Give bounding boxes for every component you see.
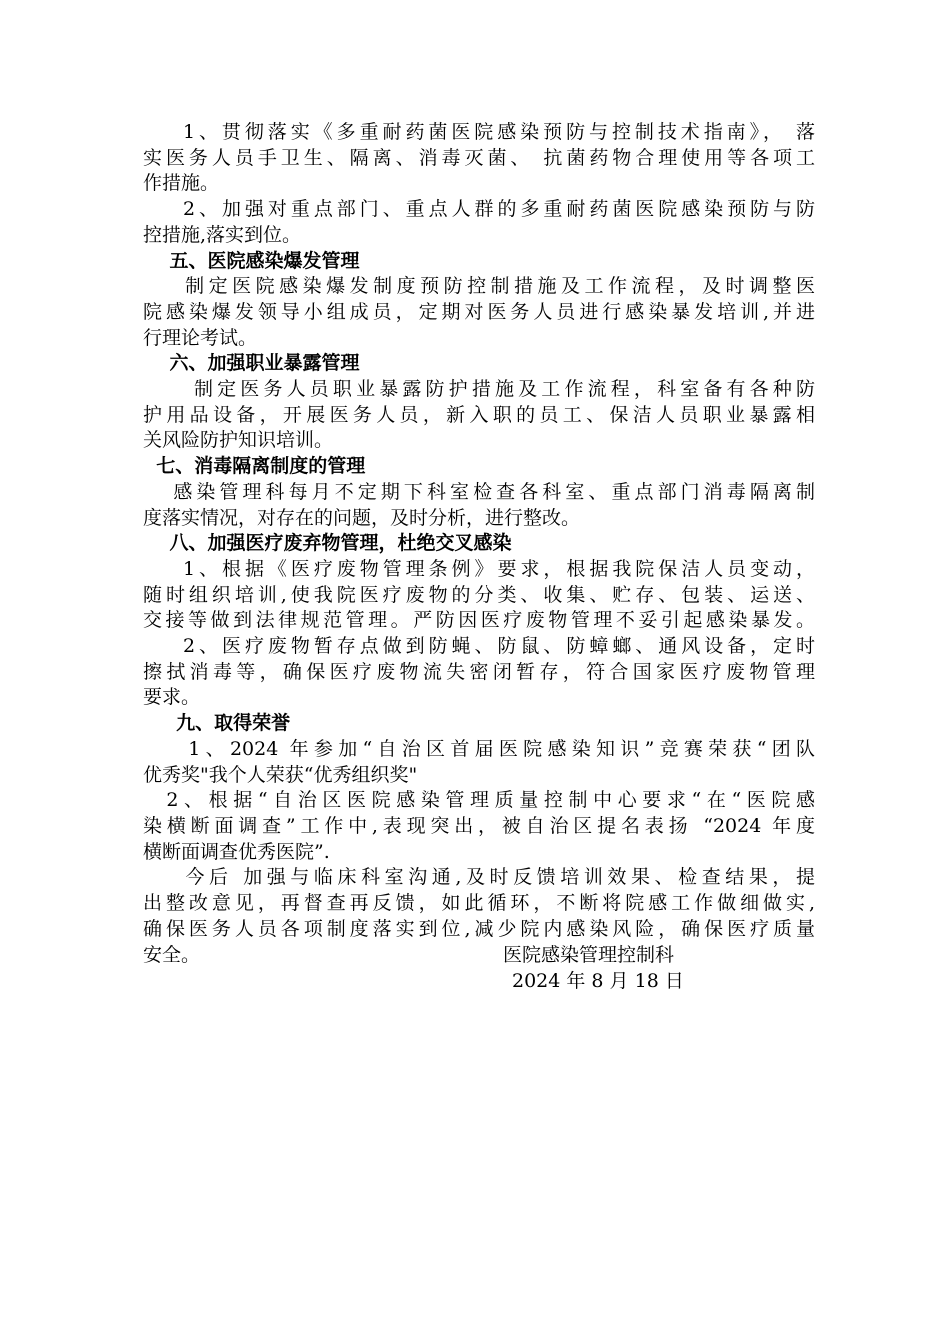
paragraph-line: 度落实情况，对存在的问题，及时分析，进行整改。 (143, 506, 581, 529)
document-body (143, 120, 815, 968)
paragraph-line: 作措施。 (143, 172, 220, 195)
paragraph-line: 今后 加强与临床科室沟通,及时反馈培训效果、检查结果，提 (143, 866, 815, 889)
paragraph-line: 制定医院感染爆发制度预防控制措施及工作流程，及时调整医 (143, 275, 815, 298)
paragraph-line: 2、加强对重点部门、重点人群的多重耐药菌医院感染预防与防 (143, 198, 815, 221)
paragraph-line: 院感染爆发领导小组成员，定期对医务人员进行感染暴发培训,并进 (143, 300, 815, 323)
paragraph-line: 要求。 (143, 686, 201, 709)
section-heading: 六、加强职业暴露管理 (143, 352, 360, 375)
paragraph-line: 横断面调查优秀医院”. (143, 840, 330, 863)
paragraph-line: 实医务人员手卫生、隔离、消毒灭菌、 抗菌药物合理使用等各项工 (143, 146, 815, 169)
signature-department: 医院感染管理控制科 (503, 944, 675, 966)
paragraph-line: 1、根据《医疗废物管理条例》要求，根据我院保洁人员变动， (143, 557, 815, 580)
paragraph-line: 出整改意见，再督查再反馈，如此循环，不断将院感工作做细做实, (143, 892, 815, 915)
paragraph-line: 控措施,落实到位。 (143, 223, 302, 246)
paragraph-line: 染横断面调查”工作中,表现突出，被自治区提名表扬 “2024 年度 (143, 814, 815, 837)
paragraph-line: 确保医务人员各项制度落实到位,减少院内感染风险，确保医疗质量 (143, 917, 815, 940)
paragraph-line: 1、2024 年参加“自治区首届医院感染知识”竞赛荣获“团队 (143, 737, 815, 760)
paragraph-line: 护用品设备，开展医务人员，新入职的员工、保洁人员职业暴露相 (143, 403, 815, 426)
paragraph-line: 感染管理科每月不定期下科室检查各科室、重点部门消毒隔离制 (143, 480, 815, 503)
section-heading: 九、取得荣誉 (143, 712, 291, 735)
paragraph-line: 随时组织培训,使我院医疗废物的分类、收集、贮存、包装、运送、 (143, 583, 815, 606)
paragraph-line: 关风险防护知识培训。 (143, 429, 334, 452)
paragraph-line: 安全。 (143, 943, 201, 966)
paragraph-line: 2、根据“自治区医院感染管理质量控制中心要求“在“医院感 (143, 789, 815, 812)
paragraph-line: 优秀奖"我个人荣获“优秀组织奖" (143, 763, 418, 786)
signature-date: 2024 年 8 月 18 日 (512, 970, 684, 992)
paragraph-line: 制定医务人员职业暴露防护措施及工作流程，科室备有各种防 (143, 378, 815, 401)
paragraph-line: 擦拭消毒等，确保医疗废物流失密闭暂存，符合国家医疗废物管理 (143, 660, 815, 683)
section-heading: 五、医院感染爆发管理 (143, 249, 360, 272)
paragraph-line: 2、医疗废物暂存点做到防蝇、防鼠、防蟑螂、通风设备，定时 (143, 635, 815, 658)
paragraph-line: 交接等做到法律规范管理。严防因医疗废物管理不妥引起感染暴发。 (143, 609, 815, 632)
paragraph-line: 行理论考试。 (143, 326, 258, 349)
section-heading: 七、消毒隔离制度的管理 (143, 455, 366, 478)
section-heading: 八、加强医疗废弃物管理，杜绝交叉感染 (143, 532, 512, 555)
paragraph-line: 1、贯彻落实《多重耐药菌医院感染预防与控制技术指南》， 落 (143, 121, 815, 143)
